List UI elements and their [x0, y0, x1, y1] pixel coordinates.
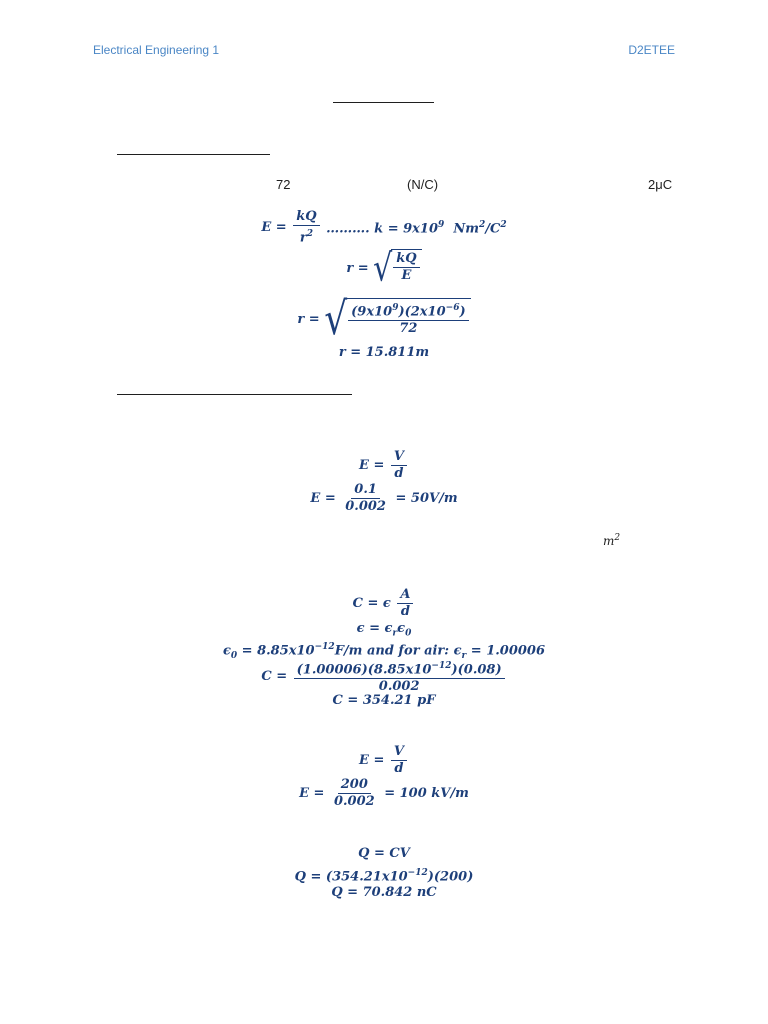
equation-r-result: r = 15.811m — [338, 345, 430, 360]
equation-permittivity: $\epsilon = \epsilon_r\epsilon_0$ — [356, 621, 412, 639]
equation-charge-result: Q = 70.842 nC — [331, 885, 437, 900]
equation-coulomb-field: E = $\frac{kQ}{r^2}$ ………. $k = 9x10^9$ $Nm^2/C^2$ — [261, 209, 507, 246]
equation-permittivity-values: $\epsilon_0 = 8.85x10^{-12}F/m$ and for air: $\epsilon_r = 1.00006$ — [222, 642, 546, 661]
section-2-rule — [117, 394, 352, 395]
equation-capacitance-substitution: C = $\frac{(1.00006)(8.85x10^{-12})(0.08)}{0.002}$ — [0, 658, 768, 695]
equation-field-result: E = $\frac{0.1}{0.002}$ = 50V/m — [310, 482, 458, 514]
equation-charge-formula: Q = CV — [358, 846, 410, 861]
equation-field-result-2: E = $\frac{200}{0.002}$ = 100 kV/m — [299, 777, 469, 809]
equation-r-substitution: r = √ $\frac{(9x10^9)(2x10^{-6})}{72}$ — [0, 298, 768, 342]
given-field-unit: (N/C) — [407, 177, 439, 192]
area-unit: $m^2$ — [603, 533, 621, 548]
title-rule — [333, 102, 434, 103]
equation-capacitance-result: C = 354.21 pF — [332, 693, 436, 708]
equation-field-v-over-d: E = $\frac{V}{d}$ — [0, 449, 768, 482]
header-course-code: D2ETEE — [628, 43, 675, 57]
equation-capacitance-formula: C = ϵ $\frac{A}{d}$ — [0, 587, 768, 620]
equation-field-v-over-d-2: E = $\frac{V}{d}$ — [0, 744, 768, 777]
given-field-strength: 72 — [276, 177, 291, 192]
equation-r-formula: r = √ $\frac{kQ}{E}$ — [0, 249, 768, 289]
header-course-title: Electrical Engineering 1 — [93, 43, 220, 57]
equation-charge-substitution: $Q = (354.21x10^{-12})(200)$ — [294, 868, 474, 885]
given-charge: 2μC — [648, 177, 673, 192]
section-1-rule — [117, 154, 270, 155]
